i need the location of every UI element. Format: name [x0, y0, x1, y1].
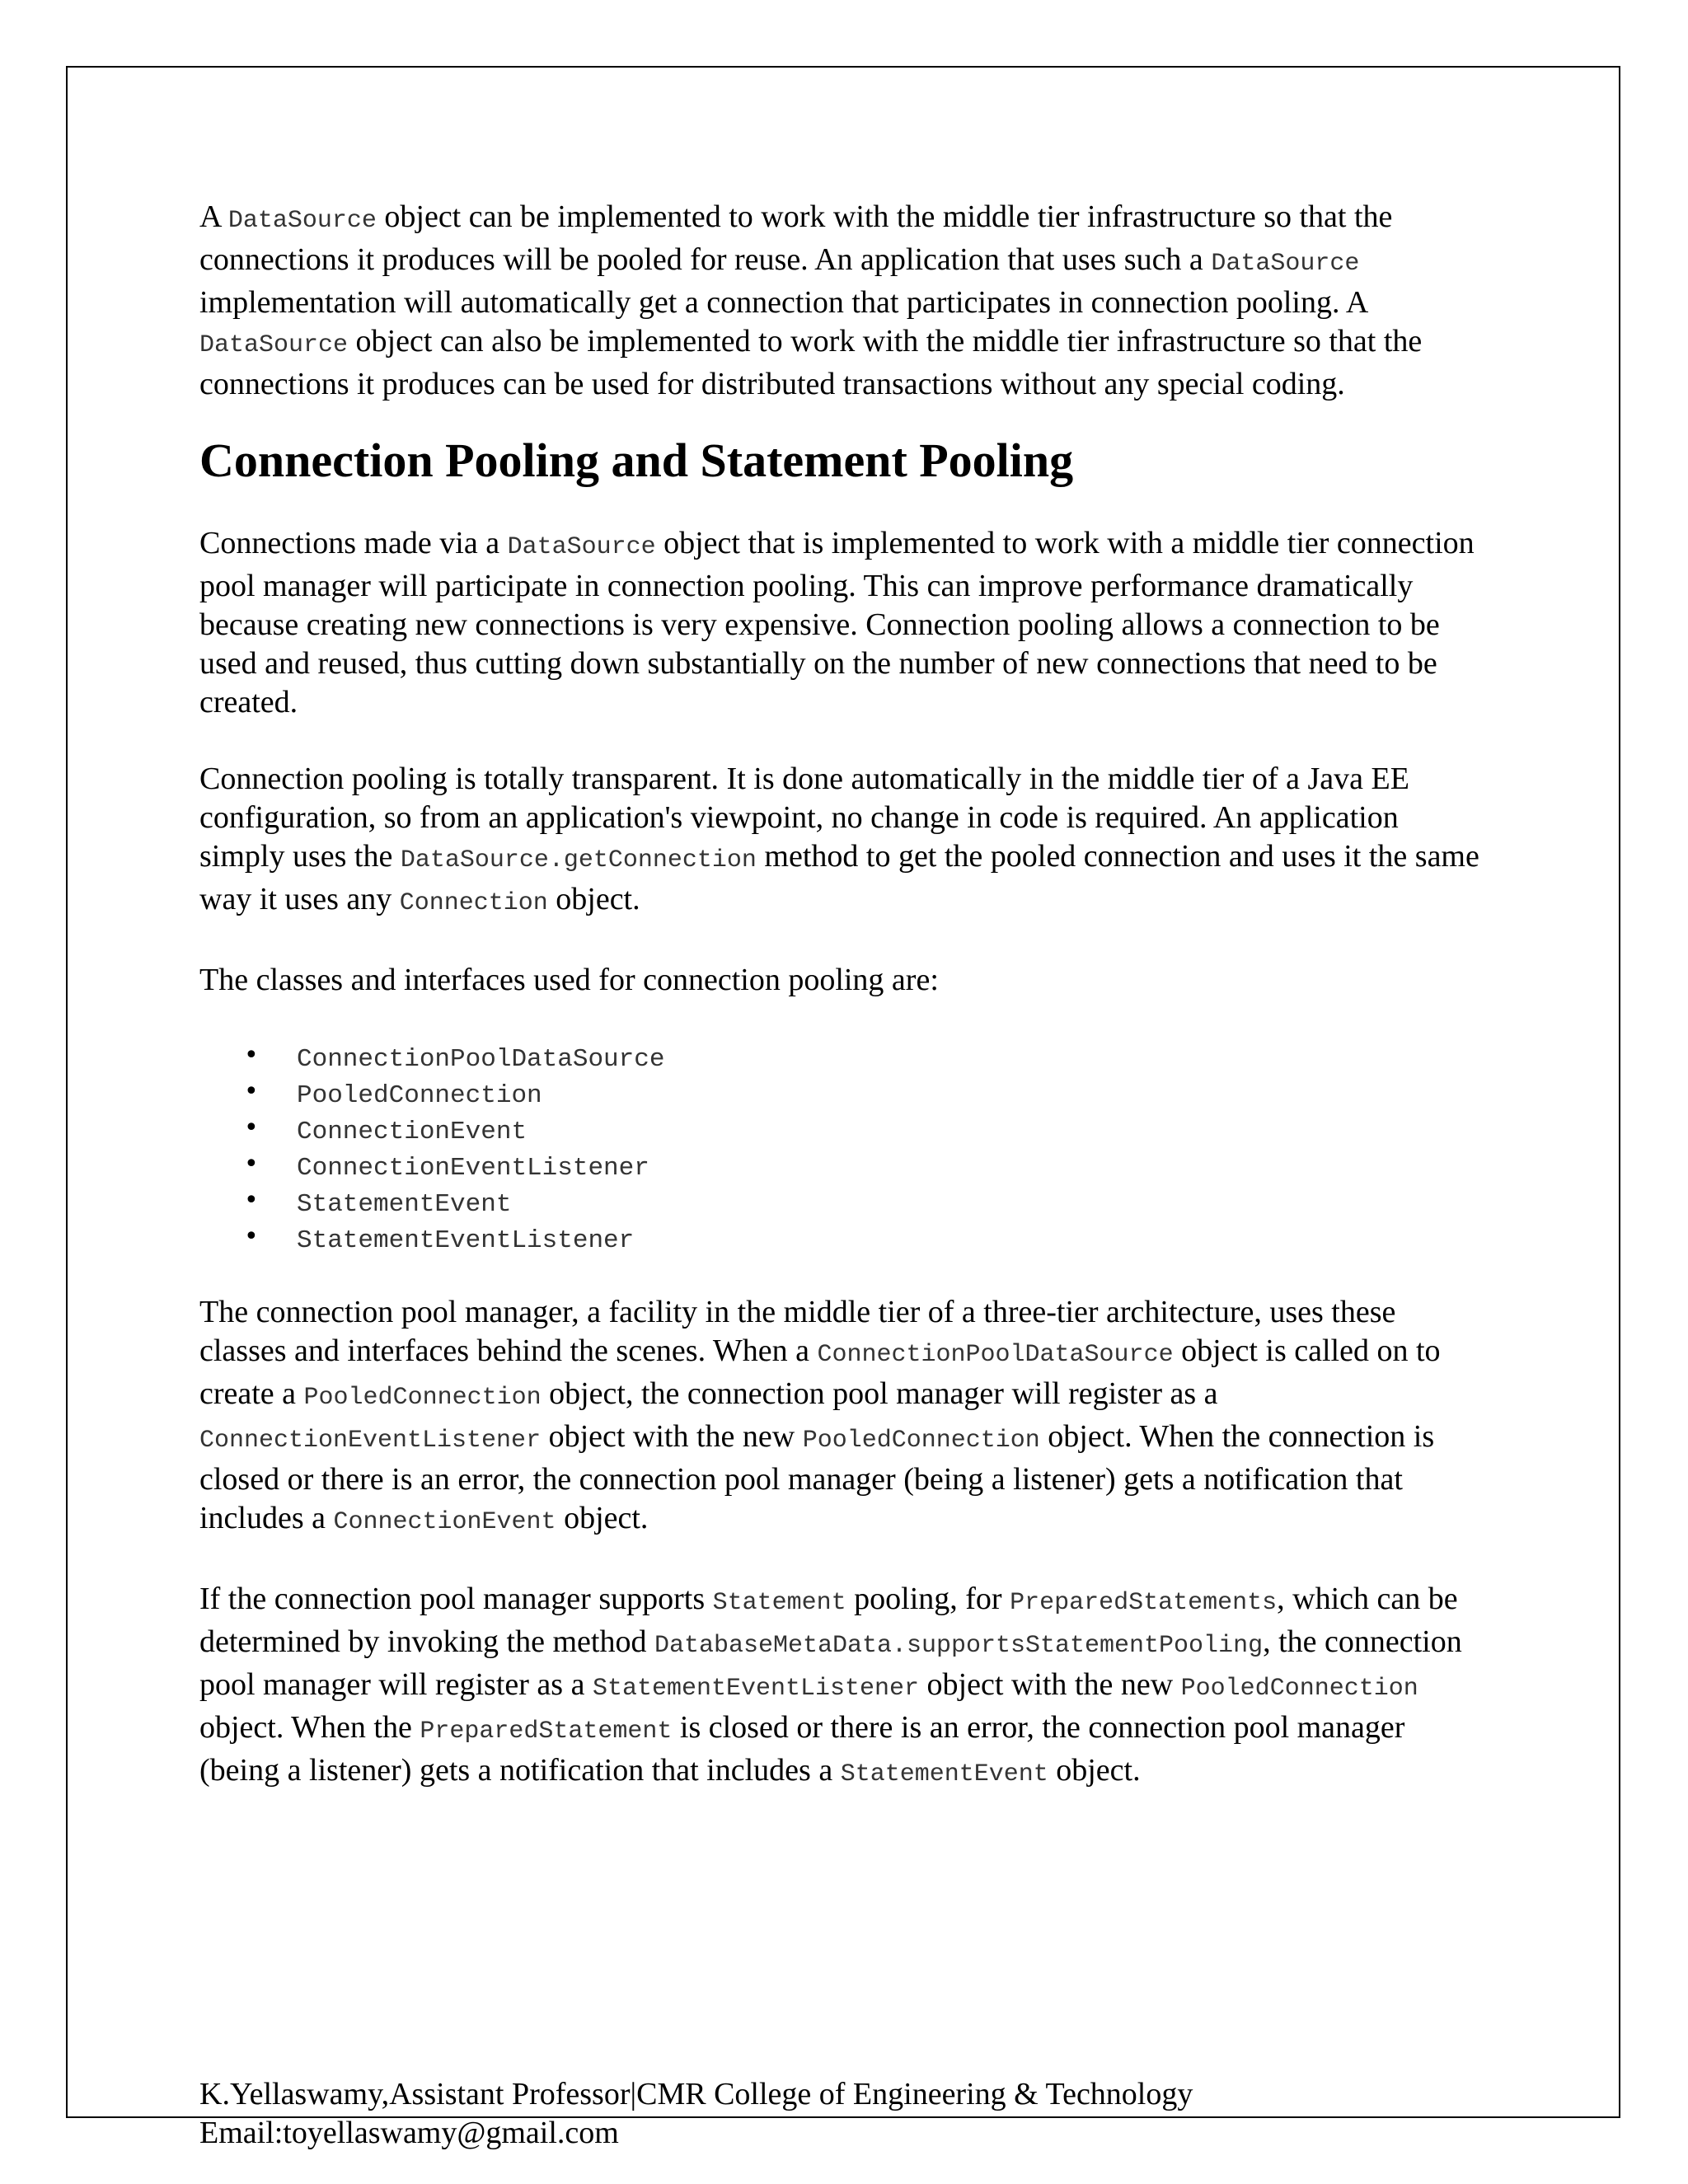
pool-manager-paragraph: The connection pool manager, a facility in the middle tier of a three-tier architecture, uses these classes and interfaces behind the scenes. When a ConnectionPoolDataSource object is called on to create a PooledConnection object, the connection pool manager will register as a ConnectionEventListener object with the new PooledConnection object. When the connection is closed or there is an error, the connection pool manager (being a listener) gets a notification that includes a ConnectionEvent object.: [199, 1295, 1441, 1536]
footer-author: K.Yellaswamy,Assistant Professor|CMR College of Engineering & Technology: [199, 2077, 1193, 2111]
transparency-paragraph: Connection pooling is totally transparent. It is done automatically in the middle tier of a Java EE configuration, so from an application's viewpoint, no change in code is required. An application simply uses the DataSource.getConnection method to get the pooled connection and uses it the same way it uses any Connection object.: [199, 762, 1479, 917]
code-connectioneventlistener: ConnectionEventListener: [199, 1427, 542, 1455]
intro-paragraph: A DataSource object can be implemented to work with the middle tier infrastructure so that the connections it produces will be pooled for reuse. An application that uses such a DataSource implementation will automatically get a connection that participates in connection pooling. A DataSource object can also be implemented to work with the middle tier infrastructure so that the connections it produces can be used for distributed transactions without any special coding.: [199, 199, 1423, 401]
code-datasource: DataSource: [507, 533, 656, 561]
bullet-icon: •: [244, 1222, 259, 1251]
bullet-icon: •: [244, 1150, 259, 1179]
code-pooledconnection: PooledConnection: [303, 1384, 542, 1412]
page-footer: [199, 2075, 1518, 2153]
list-item: • ConnectionEventListener: [199, 1146, 1485, 1183]
bullet-icon: •: [244, 1186, 259, 1215]
classes-list: [199, 1038, 1485, 1255]
classes-intro-paragraph: The classes and interfaces used for connection pooling are:: [199, 963, 939, 997]
list-item: • StatementEvent: [199, 1183, 1485, 1219]
code-statementevent: StatementEvent: [840, 1760, 1048, 1788]
code-getconnection: DataSource.getConnection: [400, 846, 757, 874]
code-datasource: DataSource: [199, 331, 349, 359]
list-item: • ConnectionEvent: [199, 1110, 1485, 1146]
list-item: • ConnectionPoolDataSource: [199, 1038, 1485, 1074]
code-pooledconnection: PooledConnection: [1180, 1675, 1418, 1703]
list-item: • PooledConnection: [199, 1074, 1485, 1110]
bullet-icon: •: [244, 1113, 259, 1142]
list-item: • StatementEventListener: [199, 1219, 1485, 1255]
footer-email: Email:toyellaswamy@gmail.com: [199, 2116, 619, 2150]
bullet-icon: •: [244, 1041, 259, 1070]
code-preparedstatement: PreparedStatement: [420, 1718, 673, 1746]
bullet-icon: •: [244, 1077, 259, 1106]
code-connectionpooldatasource: ConnectionPoolDataSource: [817, 1341, 1174, 1369]
code-datasource: DataSource: [227, 207, 377, 235]
code-preparedstatements: PreparedStatements: [1010, 1589, 1278, 1617]
section-heading: Connection Pooling and Statement Pooling: [199, 434, 1074, 487]
connections-paragraph: Connections made via a DataSource object that is implemented to work with a middle tier connection pool manager will participate in connection pooling. This can improve performance dramatically because creating new connections is very expensive. Connection pooling allows a connection to be used and reused, thus cutting down substantially on the number of new connections that need to be created.: [199, 526, 1475, 719]
code-connection: Connection: [399, 889, 548, 917]
code-datasource: DataSource: [1211, 250, 1360, 278]
code-connectionevent: ConnectionEvent: [333, 1508, 556, 1536]
code-pooledconnection: PooledConnection: [802, 1427, 1040, 1455]
code-statementeventlistener: StatementEventListener: [592, 1675, 920, 1703]
document-body: [199, 198, 1485, 1832]
statement-pooling-paragraph: If the connection pool manager supports Statement pooling, for PreparedStatements, which can be determined by invoking the method DatabaseMetaData.supportsStatementPooling, the connection pool manager will register as a StatementEventListener object with the new PooledConnection object. When the PreparedStatement is closed or there is an error, the connection pool manager (being a listener) gets a notification that includes a StatementEvent object.: [199, 1582, 1462, 1788]
code-supportsstatementpooling: DatabaseMetaData.supportsStatementPooling: [654, 1632, 1264, 1660]
code-statement: Statement: [712, 1589, 846, 1617]
